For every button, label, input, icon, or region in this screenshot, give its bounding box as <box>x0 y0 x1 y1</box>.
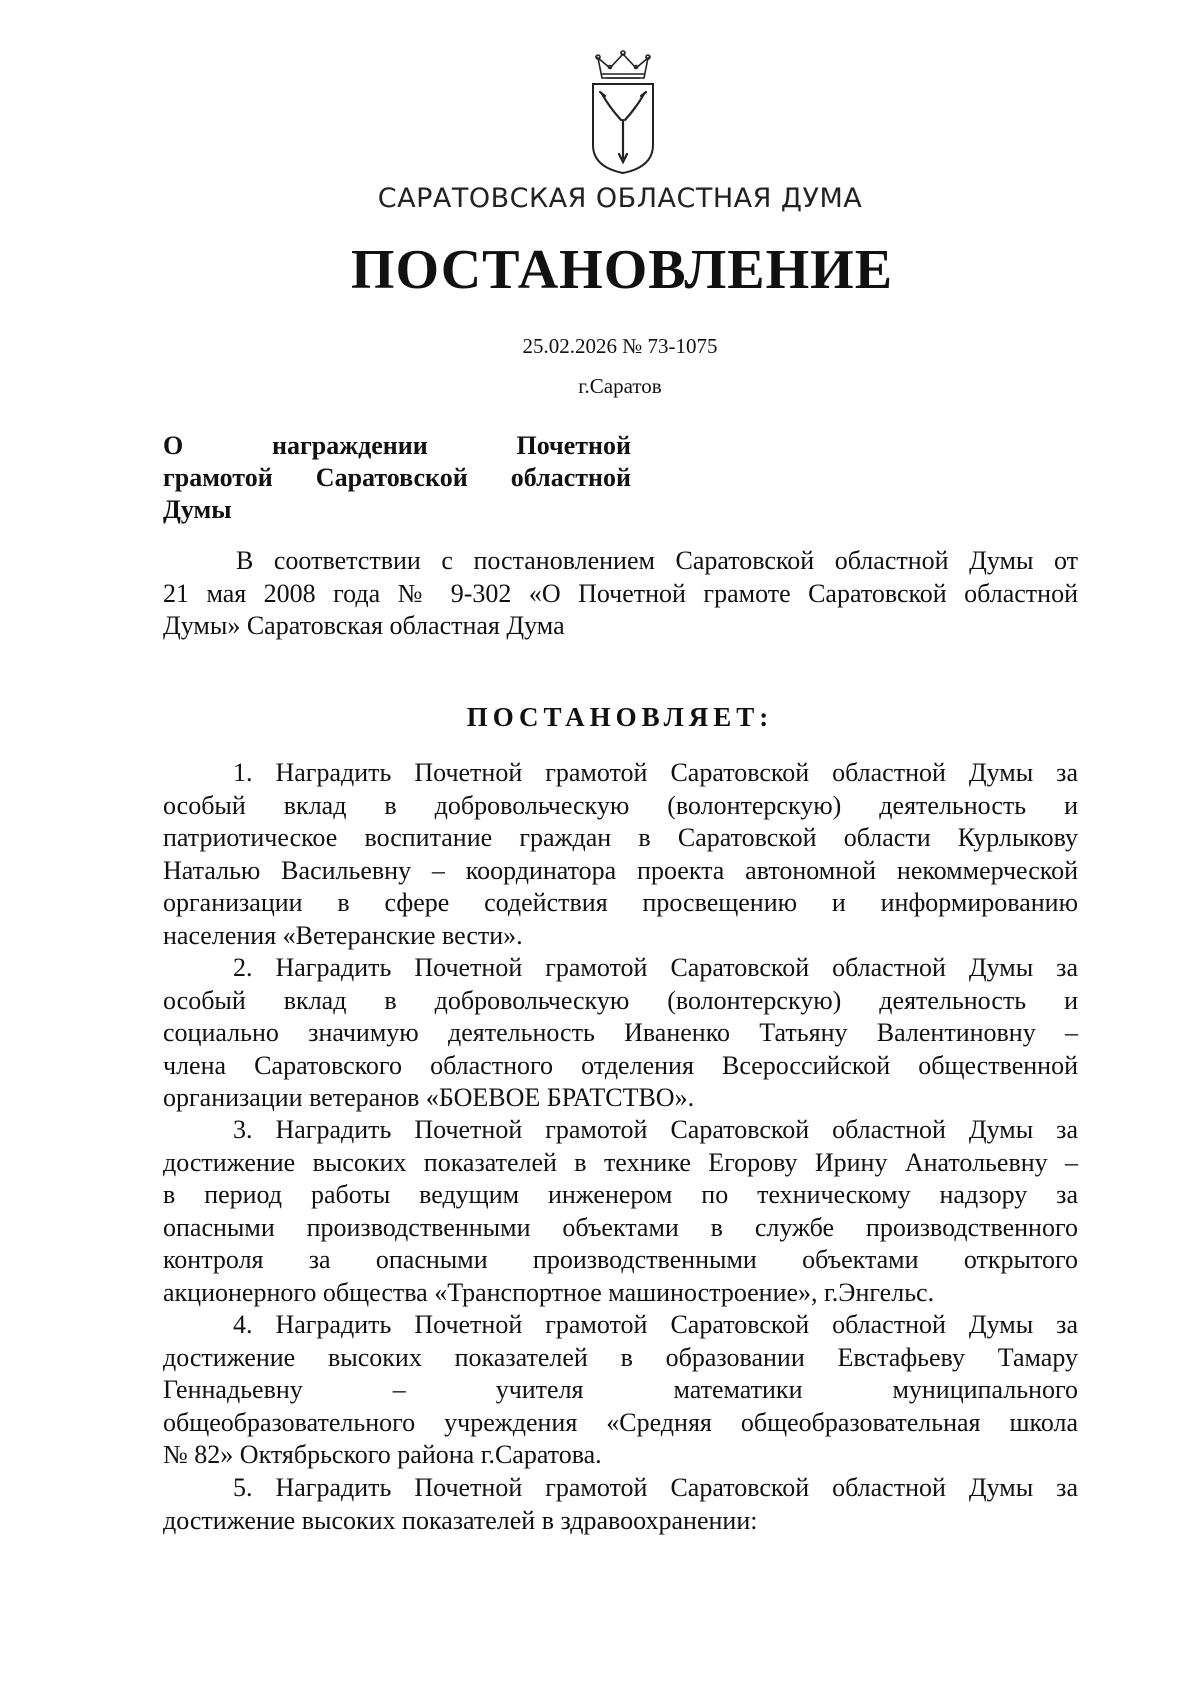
organization-name: САРАТОВСКАЯ ОБЛАСТНАЯ ДУМА <box>377 183 863 214</box>
subject-line: О награждении Почетной <box>163 431 631 460</box>
resolution-item-1 <box>163 757 1078 952</box>
item-line: населения «Ветеранские вести». <box>163 920 523 950</box>
resolution-item-4 <box>163 1309 1078 1472</box>
item-line: достижение высоких показателей в образовании Евстафьеву Тамару <box>163 1342 1078 1372</box>
item-line: опасными производственными объектами в службе производственного <box>163 1212 1078 1242</box>
item-line: достижение высоких показателей в здравоохранении: <box>163 1505 758 1535</box>
item-line: 1. Наградить Почетной грамотой Саратовской областной Думы за <box>233 758 1078 787</box>
resolve-heading: ПОСТАНОВЛЯЕТ: <box>466 702 774 732</box>
item-line: 5. Наградить Почетной грамотой Саратовской областной Думы за <box>233 1473 1078 1502</box>
subject-line: грамотой Саратовской областной <box>163 463 631 492</box>
item-line: социально значимую деятельность Иваненко Татьяну Валентиновну – <box>163 1018 1078 1047</box>
item-line: патриотическое воспитание граждан в Саратовской области Курлыкову <box>163 823 1078 852</box>
item-line: 2. Наградить Почетной грамотой Саратовской областной Думы за <box>233 953 1078 982</box>
saratov-coat-of-arms-icon <box>588 50 658 175</box>
item-line: организации ветеранов «БОЕВОЕ БРАТСТВО». <box>163 1083 695 1112</box>
item-line: Наталью Васильевну – координатора проекта автономной некоммерческой <box>163 855 1078 885</box>
item-line: в период работы ведущим инженером по техническому надзору за <box>163 1180 1078 1209</box>
resolution-item-3 <box>163 1114 1078 1309</box>
item-line: № 82» Октябрьского района г.Саратова. <box>163 1440 602 1469</box>
preamble-line: 21 мая 2008 года № 9-302 «О Почетной грамоте Саратовской областной <box>163 578 1078 608</box>
document-subject <box>163 430 631 526</box>
item-line: организации в сфере содействия просвещению и информированию <box>163 888 1078 917</box>
item-line: достижение высоких показателей в технике Егорову Ирину Анатольевну – <box>163 1147 1078 1177</box>
document-type-title: ПОСТАНОВЛЕНИЕ <box>350 239 894 301</box>
item-line: особый вклад в добровольческую (волонтерскую) деятельность и <box>163 985 1078 1015</box>
item-line: 4. Наградить Почетной грамотой Саратовской областной Думы за <box>233 1310 1078 1339</box>
item-line: члена Саратовского областного отделения Всероссийской общественной <box>163 1050 1078 1080</box>
item-line: акционерного общества «Транспортное машиностроение», г.Энгельс. <box>163 1277 935 1307</box>
item-line: Геннадьевну – учителя математики муниципального <box>163 1375 1078 1404</box>
resolution-item-2 <box>163 952 1078 1115</box>
item-line: общеобразовательного учреждения «Средняя общеобразовательная школа <box>163 1407 1078 1437</box>
preamble-line: Думы» Саратовская областная Дума <box>163 611 565 640</box>
item-line: 3. Наградить Почетной грамотой Саратовской областной Думы за <box>233 1115 1078 1144</box>
document-city: г.Саратов <box>578 374 662 398</box>
preamble <box>163 545 1078 643</box>
item-line: контроля за опасными производственными объектами открытого <box>163 1245 1078 1274</box>
preamble-line: В соответствии с постановлением Саратовской областной Думы от <box>236 546 1078 575</box>
resolution-item-5 <box>163 1472 1078 1537</box>
document-date-number: 25.02.2026 № 73-1075 <box>522 334 718 358</box>
subject-line: Думы <box>163 495 232 524</box>
item-line: особый вклад в добровольческую (волонтерскую) деятельность и <box>163 790 1078 820</box>
